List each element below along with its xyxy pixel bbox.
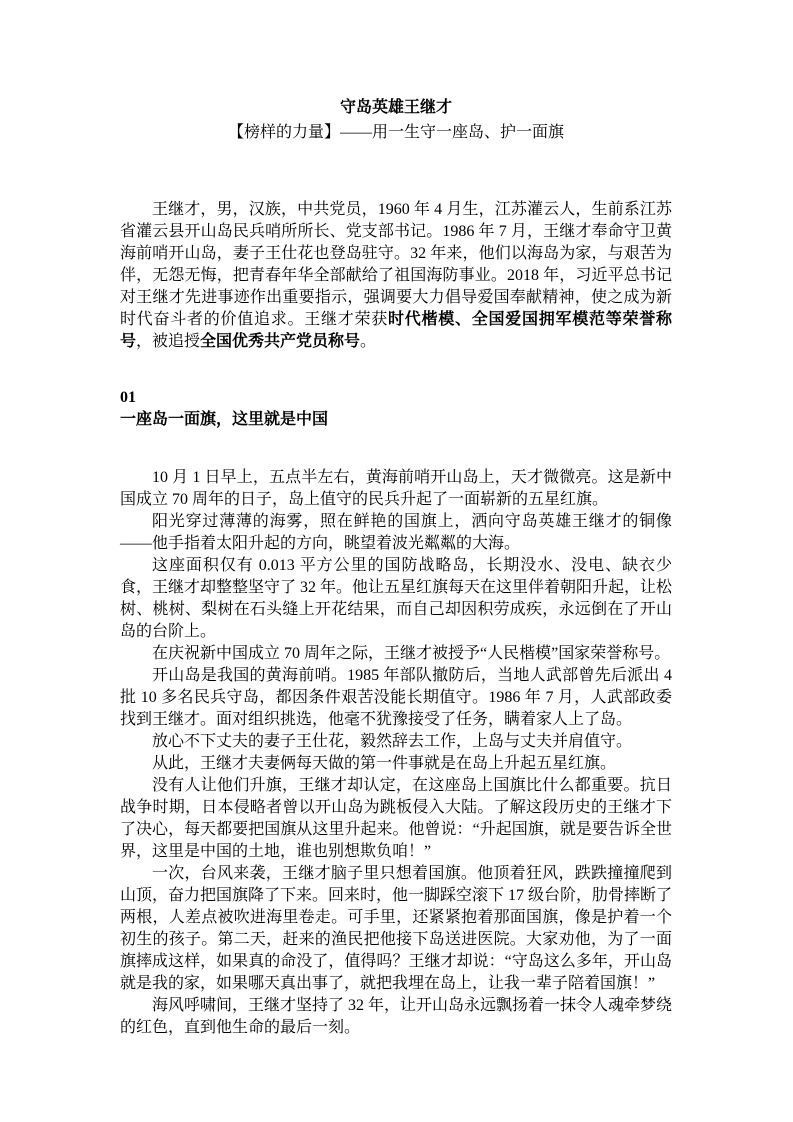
section-number: 01: [120, 389, 136, 406]
intro-text-between-bold: ，被追授: [136, 333, 201, 350]
document-title: 守岛英雄王继才: [339, 99, 452, 116]
body-text: [120, 467, 672, 1039]
body-paragraph: 没有人让他们升旗，王继才却认定，在这座岛上国旗比什么都重要。抗日战争时期，日本侵略者曾以开山岛为跳板侵入大陆。了解这段历史的王继才下了决心，每天都要把国旗从这里升起来。他曾说：“升起国旗，就是要告诉全世界，这里是中国的土地，谁也别想欺负咱！”: [120, 777, 672, 860]
intro-text-after-bold: 。: [360, 333, 377, 350]
body-paragraph: 海风呼啸间，王继才坚持了 32 年，让开山岛永远飘扬着一抹令人魂牵梦绕的红色，直到他生命的最后一刻。: [120, 997, 673, 1036]
intro-text-before-bold: 王继才，男，汉族，中共党员，1960 年 4 月生，江苏灌云人，生前系江苏省灌云县开山岛民兵哨所所长、党支部书记。1986 年 7 月，王继才奉命守卫黄海前哨开山岛，妻子王仕花也登岛驻守。32 年来，他们以海岛为家，与艰苦为伴，无怨无悔，把青春年华全部献给了祖国海防事业。2018 年，习近平总书记对王继才先进事迹作出重要指示，强调要大力倡导爱国奉献精神，使之成为新时代奋斗者的价值追求。王继才荣获: [120, 201, 672, 328]
intro-honor-title-1: 时代楷模、全国爱国拥军模范等荣誉称号: [120, 311, 672, 350]
body-paragraph: 在庆祝新中国成立 70 周年之际，王继才被授予“人民楷模”国家荣誉称号。: [152, 645, 671, 662]
intro-paragraph: [120, 199, 672, 353]
body-paragraph: 放心不下丈夫的妻子王仕花，毅然辞去工作，上岛与丈夫并肩值守。: [152, 733, 633, 750]
body-paragraph: 阳光穿过薄薄的海雾，照在鲜艳的国旗上，洒向守岛英雄王继才的铜像——他手指着太阳升起的方向，眺望着波光粼粼的大海。: [120, 513, 672, 552]
body-paragraph: 从此，王继才夫妻俩每天做的第一件事就是在岛上升起五星红旗。: [152, 755, 617, 772]
section-header: [120, 387, 672, 431]
body-paragraph: 这座面积仅有 0.013 平方公里的国防战略岛，长期没水、没电、缺衣少食，王继才却整整坚守了 32 年。他让五星红旗每天在这里伴着朝阳升起，让松树、桃树、梨树在石头缝上开花结果，而自己却因积劳成疾，永远倒在了开山岛的台阶上。: [120, 557, 673, 640]
intro-honor-title-2: 全国优秀共产党员称号: [200, 333, 361, 350]
body-paragraph: 开山岛是我国的黄海前哨。1985 年部队撤防后，当地人武部曾先后派出 4 批 10 多名民兵守岛，都因条件艰苦没能长期值守。1986 年 7 月，人武部政委找到王继才。面对组织挑选，他毫不犹豫接受了任务，瞒着家人上了岛。: [120, 667, 672, 728]
body-paragraph: 一次，台风来袭，王继才脑子里只想着国旗。他顶着狂风，跌跌撞撞爬到山顶，奋力把国旗降了下来。回来时，他一脚踩空滚下 17 级台阶，肋骨摔断了两根，人差点被吹进海里卷走。可手里，还紧紧抱着那面国旗，像是护着一个初生的孩子。第二天，赶来的渔民把他接下岛送进医院。大家劝他，为了一面旗摔成这样，如果真的命没了，值得吗？王继才却说：“守岛这么多年，开山岛就是我的家，如果哪天真出事了，就把我埋在岛上，让我一辈子陪着国旗！”: [120, 865, 673, 992]
section-heading: 一座岛一面旗，这里就是中国: [120, 411, 329, 428]
body-paragraph: 10 月 1 日早上，五点半左右，黄海前哨开山岛上，天才微微亮。这是新中国成立 70 周年的日子，岛上值守的民兵升起了一面崭新的五星红旗。: [120, 469, 672, 508]
document-subtitle: 【榜样的力量】——用一生守一座岛、护一面旗: [227, 124, 564, 141]
